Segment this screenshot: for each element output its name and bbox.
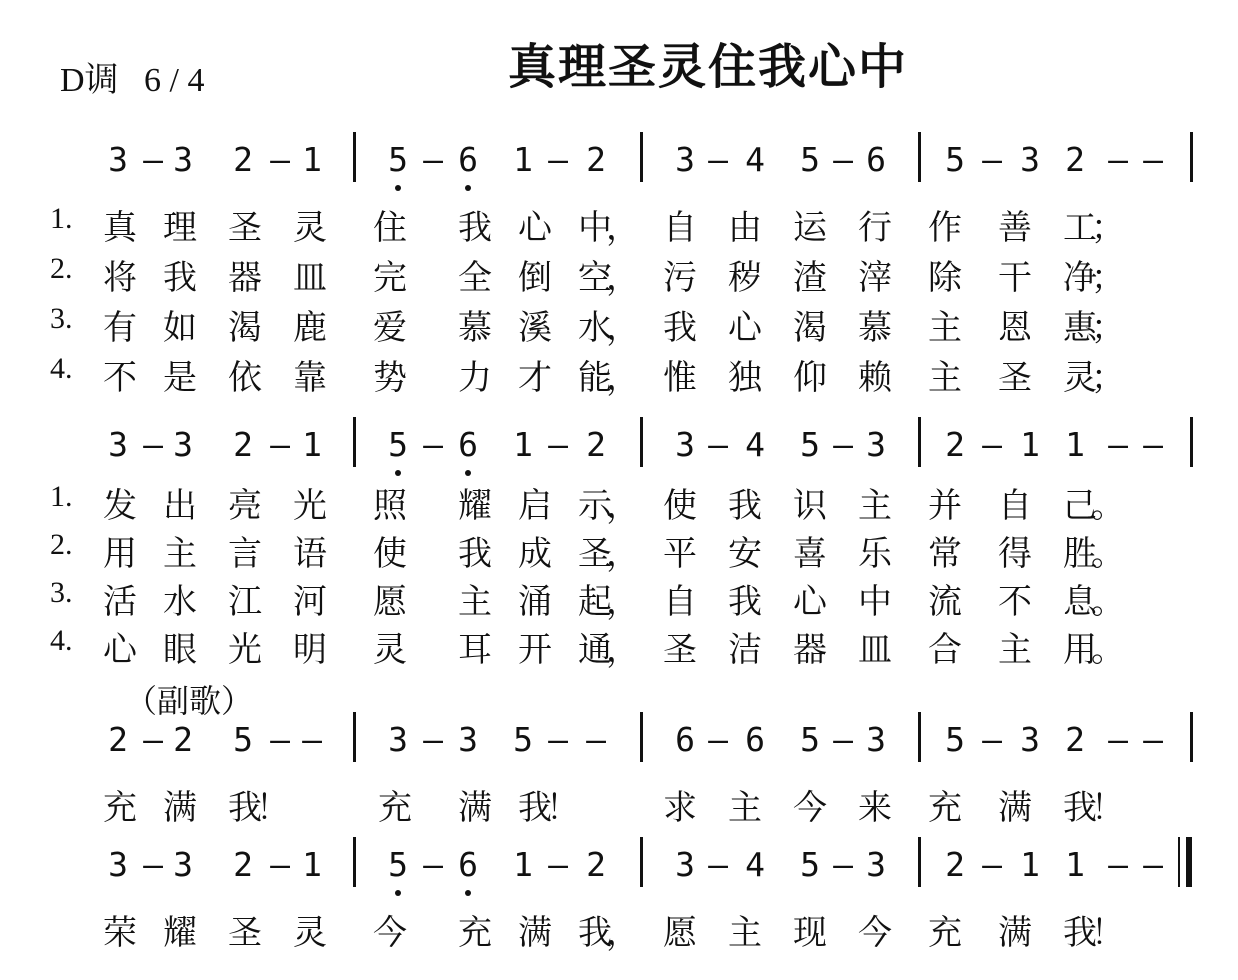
lyric-char: 惠 xyxy=(1063,308,1097,348)
note: 2 xyxy=(945,425,965,464)
lyric-char: 今 xyxy=(373,913,407,953)
lyric-char: 。 xyxy=(1091,582,1125,622)
lyric-char: ！ xyxy=(256,788,290,828)
lyric-char: 器 xyxy=(228,258,262,298)
dash-mark: – xyxy=(270,425,290,464)
barline xyxy=(1190,132,1193,182)
lyric-char: 除 xyxy=(928,258,962,298)
lyric-char: 中 xyxy=(858,582,892,622)
note: 1 xyxy=(1020,845,1040,884)
lyric-char: 主 xyxy=(728,913,762,953)
lyric-char: 成 xyxy=(518,534,552,574)
lyric-char: 江 xyxy=(228,582,262,622)
lyric-char: 赖 xyxy=(858,358,892,398)
lyric-char: 我 xyxy=(163,258,197,298)
lyric-char: 是 xyxy=(163,358,197,398)
note: 1 xyxy=(513,140,533,179)
lyric-char: 如 xyxy=(163,308,197,348)
low-octave-dot xyxy=(395,185,401,191)
low-octave-dot xyxy=(465,185,471,191)
dash-mark: – xyxy=(982,425,1002,464)
barline xyxy=(353,712,356,762)
lyric-char: ， xyxy=(606,208,640,248)
barline xyxy=(640,417,643,467)
note: 2 xyxy=(586,140,606,179)
lyric-char: 圣 xyxy=(228,913,262,953)
lyric-char: 己 xyxy=(1063,486,1097,526)
lyric-char: 行 xyxy=(858,208,892,248)
dash-mark: – xyxy=(982,845,1002,884)
lyric-char: ， xyxy=(606,630,640,670)
lyric-char: 慕 xyxy=(858,308,892,348)
dash-mark: – xyxy=(1143,140,1163,179)
note: 5 xyxy=(800,845,820,884)
lyric-char: 理 xyxy=(163,208,197,248)
lyric-char: 主 xyxy=(728,788,762,828)
barline xyxy=(1190,417,1193,467)
lyric-char: 乐 xyxy=(858,534,892,574)
note: 2 xyxy=(233,140,253,179)
lyric-char: 用 xyxy=(1063,630,1097,670)
lyric-char: 渴 xyxy=(793,308,827,348)
lyric-char: 满 xyxy=(998,788,1032,828)
lyric-char: 胜 xyxy=(1063,534,1097,574)
lyric-char: 灵 xyxy=(293,208,327,248)
note: 3 xyxy=(1020,720,1040,759)
note: 5 xyxy=(388,845,408,884)
lyric-char: 我 xyxy=(728,582,762,622)
dash-mark: – xyxy=(708,425,728,464)
dash-mark: – xyxy=(143,845,163,884)
lyric-char: ！ xyxy=(546,788,580,828)
note: 2 xyxy=(233,845,253,884)
lyric-char: 心 xyxy=(103,630,137,670)
lyric-char: 自 xyxy=(663,582,697,622)
lyric-char: 主 xyxy=(163,534,197,574)
note: 5 xyxy=(513,720,533,759)
lyric-char: 作 xyxy=(928,208,962,248)
lyric-char: 耳 xyxy=(458,630,492,670)
lyric-char: ， xyxy=(606,258,640,298)
lyric-char: ！ xyxy=(1091,788,1125,828)
lyric-char: 灵 xyxy=(373,630,407,670)
lyric-char: 灵 xyxy=(293,913,327,953)
lyric-char: 恩 xyxy=(998,308,1032,348)
note: 3 xyxy=(866,425,886,464)
lyric-char: 光 xyxy=(293,486,327,526)
lyric-char: 明 xyxy=(293,630,327,670)
note: 1 xyxy=(513,425,533,464)
key-signature: D调 6 / 4 xyxy=(60,62,205,99)
chorus-label: （副歌） xyxy=(125,682,254,720)
lyric-char: 。 xyxy=(1091,534,1125,574)
lyric-char: 真 xyxy=(103,208,137,248)
lyric-char: 通 xyxy=(578,630,612,670)
lyric-char: 滓 xyxy=(858,258,892,298)
low-octave-dot xyxy=(465,890,471,896)
lyric-char: 亮 xyxy=(228,486,262,526)
lyric-char: 得 xyxy=(998,534,1032,574)
lyric-char: 完 xyxy=(373,258,407,298)
lyric-char: 满 xyxy=(458,788,492,828)
dash-mark: – xyxy=(423,140,443,179)
lyric-char: 发 xyxy=(103,486,137,526)
lyric-char: 使 xyxy=(663,486,697,526)
note: 1 xyxy=(1065,425,1085,464)
note: 5 xyxy=(800,425,820,464)
lyric-char: 鹿 xyxy=(293,308,327,348)
lyric-char: 眼 xyxy=(163,630,197,670)
barline xyxy=(918,417,921,467)
lyric-char: 仰 xyxy=(793,358,827,398)
barline xyxy=(1190,712,1193,762)
note: 5 xyxy=(945,720,965,759)
dash-mark: – xyxy=(708,845,728,884)
lyric-char: 喜 xyxy=(793,534,827,574)
final-barline-thin xyxy=(1178,837,1180,887)
note: 2 xyxy=(233,425,253,464)
lyric-char: ； xyxy=(1091,358,1125,398)
note: 6 xyxy=(745,720,765,759)
lyric-char: 主 xyxy=(858,486,892,526)
low-octave-dot xyxy=(395,470,401,476)
lyric-char: 合 xyxy=(928,630,962,670)
dash-mark: – xyxy=(833,140,853,179)
lyric-char: 惟 xyxy=(663,358,697,398)
lyric-char: 我 xyxy=(1063,788,1097,828)
lyric-char: 溪 xyxy=(518,308,552,348)
note: 1 xyxy=(1020,425,1040,464)
lyric-char: 圣 xyxy=(663,630,697,670)
lyric-char: 心 xyxy=(793,582,827,622)
note: 5 xyxy=(800,140,820,179)
lyric-char: 语 xyxy=(293,534,327,574)
lyric-char: ； xyxy=(1091,208,1125,248)
note: 5 xyxy=(388,425,408,464)
lyric-char: 示 xyxy=(578,486,612,526)
lyric-char: 主 xyxy=(928,358,962,398)
dash-mark: – xyxy=(708,720,728,759)
dash-mark: – xyxy=(143,720,163,759)
note: 5 xyxy=(388,140,408,179)
dash-mark: – xyxy=(548,720,568,759)
lyric-char: 圣 xyxy=(578,534,612,574)
note: 5 xyxy=(945,140,965,179)
barline xyxy=(918,837,921,887)
lyric-char: 并 xyxy=(928,486,962,526)
dash-mark: – xyxy=(270,140,290,179)
dash-mark: – xyxy=(270,845,290,884)
lyric-char: 秽 xyxy=(728,258,762,298)
verse-number: 2. xyxy=(50,528,73,561)
verse-number: 4. xyxy=(50,352,73,385)
lyric-char: 善 xyxy=(998,208,1032,248)
note: 4 xyxy=(745,140,765,179)
lyric-char: 空 xyxy=(578,258,612,298)
lyric-char: 不 xyxy=(998,582,1032,622)
note: 3 xyxy=(866,845,886,884)
lyric-char: 住 xyxy=(373,208,407,248)
lyric-char: 今 xyxy=(793,788,827,828)
lyric-char: 来 xyxy=(858,788,892,828)
lyric-char: 主 xyxy=(458,582,492,622)
note: 3 xyxy=(675,845,695,884)
lyric-char: 净 xyxy=(1063,258,1097,298)
lyric-char: 自 xyxy=(998,486,1032,526)
lyric-char: 充 xyxy=(103,788,137,828)
lyric-char: ； xyxy=(1091,258,1125,298)
verse-number: 1. xyxy=(50,480,73,513)
lyric-char: 满 xyxy=(998,913,1032,953)
note: 6 xyxy=(866,140,886,179)
lyric-char: 愿 xyxy=(373,582,407,622)
lyric-char: 安 xyxy=(728,534,762,574)
lyric-char: 满 xyxy=(163,788,197,828)
note: 2 xyxy=(1065,720,1085,759)
barline xyxy=(918,132,921,182)
lyric-char: 耀 xyxy=(163,913,197,953)
lyric-char: 用 xyxy=(103,534,137,574)
lyric-char: 启 xyxy=(518,486,552,526)
note: 3 xyxy=(675,425,695,464)
lyric-char: 中 xyxy=(578,208,612,248)
lyric-char: 我 xyxy=(458,208,492,248)
note: 6 xyxy=(458,425,478,464)
lyric-char: ， xyxy=(606,358,640,398)
lyric-char: 有 xyxy=(103,308,137,348)
dash-mark: – xyxy=(1143,845,1163,884)
note: 4 xyxy=(745,425,765,464)
lyric-char: 力 xyxy=(458,358,492,398)
note: 2 xyxy=(1065,140,1085,179)
dash-mark: – xyxy=(586,720,606,759)
lyric-char: 爱 xyxy=(373,308,407,348)
barline xyxy=(353,837,356,887)
lyric-char: 充 xyxy=(928,788,962,828)
note: 3 xyxy=(173,140,193,179)
lyric-char: ； xyxy=(1091,308,1125,348)
dash-mark: – xyxy=(143,140,163,179)
lyric-char: 起 xyxy=(578,582,612,622)
lyric-char: 干 xyxy=(998,258,1032,298)
lyric-char: 渣 xyxy=(793,258,827,298)
verse-number: 2. xyxy=(50,252,73,285)
dash-mark: – xyxy=(1108,140,1128,179)
lyric-char: 息 xyxy=(1063,582,1097,622)
lyric-char: 水 xyxy=(578,308,612,348)
lyric-char: ！ xyxy=(1091,913,1125,953)
dash-mark: – xyxy=(270,720,290,759)
dash-mark: – xyxy=(982,140,1002,179)
dash-mark: – xyxy=(1108,845,1128,884)
lyric-char: 心 xyxy=(518,208,552,248)
lyric-char: 不 xyxy=(103,358,137,398)
note: 2 xyxy=(586,425,606,464)
barline xyxy=(640,132,643,182)
dash-mark: – xyxy=(548,425,568,464)
note: 3 xyxy=(108,425,128,464)
dash-mark: – xyxy=(548,140,568,179)
lyric-char: 污 xyxy=(663,258,697,298)
lyric-char: 我 xyxy=(228,788,262,828)
note: 3 xyxy=(108,845,128,884)
note: 3 xyxy=(173,425,193,464)
lyric-char: ， xyxy=(606,534,640,574)
lyric-char: 我 xyxy=(518,788,552,828)
lyric-char: ， xyxy=(606,582,640,622)
low-octave-dot xyxy=(395,890,401,896)
dash-mark: – xyxy=(423,720,443,759)
lyric-char: 照 xyxy=(373,486,407,526)
lyric-char: 满 xyxy=(518,913,552,953)
lyric-char: 能 xyxy=(578,358,612,398)
lyric-char: 由 xyxy=(728,208,762,248)
lyric-char: 常 xyxy=(928,534,962,574)
lyric-char: 慕 xyxy=(458,308,492,348)
note: 2 xyxy=(945,845,965,884)
dash-mark: – xyxy=(833,720,853,759)
song-title: 真理圣灵住我心中 xyxy=(508,39,909,95)
final-barline xyxy=(1186,837,1192,887)
lyric-char: 涌 xyxy=(518,582,552,622)
lyric-char: 自 xyxy=(663,208,697,248)
lyric-char: 活 xyxy=(103,582,137,622)
lyric-char: 河 xyxy=(293,582,327,622)
note: 3 xyxy=(866,720,886,759)
lyric-char: 洁 xyxy=(728,630,762,670)
lyric-char: 使 xyxy=(373,534,407,574)
lyric-char: 皿 xyxy=(293,258,327,298)
note: 5 xyxy=(800,720,820,759)
note: 1 xyxy=(1065,845,1085,884)
note: 6 xyxy=(458,845,478,884)
note: 3 xyxy=(1020,140,1040,179)
note: 1 xyxy=(302,140,322,179)
barline xyxy=(353,417,356,467)
dash-mark: – xyxy=(982,720,1002,759)
lyric-char: 充 xyxy=(928,913,962,953)
barline xyxy=(353,132,356,182)
note: 2 xyxy=(173,720,193,759)
verse-number: 4. xyxy=(50,624,73,657)
note: 6 xyxy=(675,720,695,759)
lyric-char: 愿 xyxy=(663,913,697,953)
lyric-char: 依 xyxy=(228,358,262,398)
lyric-char: 势 xyxy=(373,358,407,398)
note: 2 xyxy=(108,720,128,759)
lyric-char: 渴 xyxy=(228,308,262,348)
lyric-char: ， xyxy=(606,486,640,526)
verse-number: 3. xyxy=(50,576,73,609)
dash-mark: – xyxy=(423,425,443,464)
note: 6 xyxy=(458,140,478,179)
lyric-char: 我 xyxy=(458,534,492,574)
barline xyxy=(640,837,643,887)
lyric-char: 主 xyxy=(998,630,1032,670)
dash-mark: – xyxy=(302,720,322,759)
lyric-char: 水 xyxy=(163,582,197,622)
lyric-char: 工 xyxy=(1063,208,1097,248)
lyric-char: 现 xyxy=(793,913,827,953)
lyric-char: 平 xyxy=(663,534,697,574)
dash-mark: – xyxy=(143,425,163,464)
dash-mark: – xyxy=(1143,425,1163,464)
low-octave-dot xyxy=(465,470,471,476)
note: 3 xyxy=(458,720,478,759)
dash-mark: – xyxy=(833,425,853,464)
lyric-char: 主 xyxy=(928,308,962,348)
lyric-char: 靠 xyxy=(293,358,327,398)
lyric-char: 我 xyxy=(728,486,762,526)
note: 1 xyxy=(302,845,322,884)
lyric-char: 识 xyxy=(793,486,827,526)
lyric-char: 今 xyxy=(858,913,892,953)
lyric-char: 器 xyxy=(793,630,827,670)
dash-mark: – xyxy=(423,845,443,884)
lyric-char: 耀 xyxy=(458,486,492,526)
lyric-char: 求 xyxy=(663,788,697,828)
dash-mark: – xyxy=(833,845,853,884)
lyric-char: 心 xyxy=(728,308,762,348)
note: 1 xyxy=(513,845,533,884)
lyric-char: 我 xyxy=(1063,913,1097,953)
verse-number: 1. xyxy=(50,202,73,235)
lyric-char: 。 xyxy=(1091,630,1125,670)
dash-mark: – xyxy=(708,140,728,179)
lyric-char: 我 xyxy=(663,308,697,348)
lyric-char: 圣 xyxy=(228,208,262,248)
lyric-char: 运 xyxy=(793,208,827,248)
lyric-char: 开 xyxy=(518,630,552,670)
lyric-char: 。 xyxy=(1091,486,1125,526)
note: 4 xyxy=(745,845,765,884)
note: 3 xyxy=(388,720,408,759)
lyric-char: ， xyxy=(606,913,640,953)
lyric-char: 灵 xyxy=(1063,358,1097,398)
lyric-char: 荣 xyxy=(103,913,137,953)
lyric-char: 我 xyxy=(578,913,612,953)
note: 3 xyxy=(108,140,128,179)
dash-mark: – xyxy=(548,845,568,884)
barline xyxy=(640,712,643,762)
lyric-char: 充 xyxy=(378,788,412,828)
dash-mark: – xyxy=(1143,720,1163,759)
barline xyxy=(918,712,921,762)
dash-mark: – xyxy=(1108,720,1128,759)
lyric-char: 出 xyxy=(163,486,197,526)
verse-number: 3. xyxy=(50,302,73,335)
lyric-char: 充 xyxy=(458,913,492,953)
note: 3 xyxy=(675,140,695,179)
lyric-char: 圣 xyxy=(998,358,1032,398)
dash-mark: – xyxy=(1108,425,1128,464)
lyric-char: 将 xyxy=(103,258,137,298)
lyric-char: 流 xyxy=(928,582,962,622)
note: 3 xyxy=(173,845,193,884)
lyric-char: 倒 xyxy=(518,258,552,298)
note: 2 xyxy=(586,845,606,884)
lyric-char: 才 xyxy=(518,358,552,398)
lyric-char: 言 xyxy=(228,534,262,574)
note: 1 xyxy=(302,425,322,464)
lyric-char: 独 xyxy=(728,358,762,398)
lyric-char: 皿 xyxy=(858,630,892,670)
note: 5 xyxy=(233,720,253,759)
lyric-char: ， xyxy=(606,308,640,348)
lyric-char: 全 xyxy=(458,258,492,298)
lyric-char: 光 xyxy=(228,630,262,670)
